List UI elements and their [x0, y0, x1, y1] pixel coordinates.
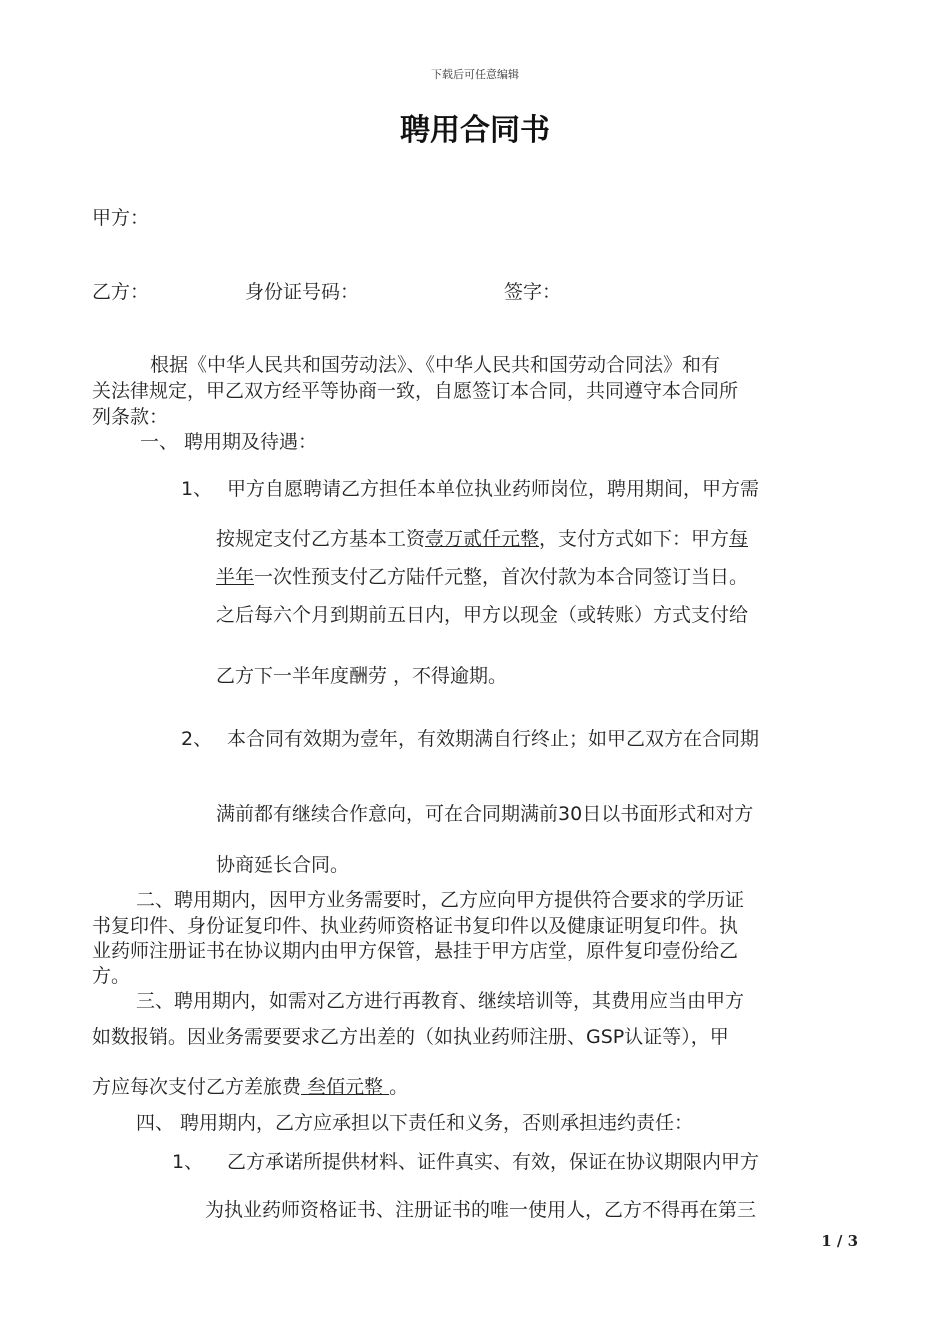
item-1-line-1: 甲方自愿聘请乙方担任本单位执业药师岗位，聘用期间，甲方需	[227, 478, 760, 500]
item-2-number: 2、	[181, 728, 213, 750]
party-b-label: 乙方：	[92, 281, 150, 303]
salary-amount: 壹万贰仟元整	[425, 528, 540, 550]
section-3-line-3: 方应每次支付乙方差旅费 叁佰元整 。	[92, 1076, 409, 1098]
section-4-item-1-line-2: 为执业药师资格证书、注册证书的唯一使用人，乙方不得再在第三	[205, 1199, 757, 1221]
intro-line-3: 列条款：	[92, 406, 169, 428]
section-2-line-2: 书复印件、身份证复印件、执业药师资格证书复印件以及健康证明复印件。执	[92, 915, 739, 937]
item-2-line-3: 协商延长合同。	[216, 854, 350, 876]
section-3-line-1: 三、聘用期内，如需对乙方进行再教育、继续培训等，其费用应当由甲方	[136, 990, 745, 1012]
section-1-heading: 一、 聘用期及待遇：	[140, 431, 318, 453]
intro-line-2: 关法律规定，甲乙双方经平等协商一致，自愿签订本合同，共同遵守本合同所	[92, 380, 739, 402]
item-1-number: 1、	[181, 478, 213, 500]
section-2-line-4: 方。	[92, 965, 131, 987]
item-2-line-2: 满前都有继续合作意向，可在合同期满前30日以书面形式和对方	[216, 803, 754, 825]
item-1-line-3: 半年一次性预支付乙方陆仟元整，首次付款为本合同签订当日。	[216, 566, 749, 588]
item-1-line-4: 之后每六个月到期前五日内，甲方以现金（或转账）方式支付给	[216, 604, 749, 626]
intro-line-1: 根据《中华人民共和国劳动法》、《中华人民共和国劳动合同法》和有	[150, 354, 721, 376]
header-note: 下载后可任意编辑	[431, 68, 519, 81]
section-2-line-1: 二、聘用期内，因甲方业务需要时，乙方应向甲方提供符合要求的学历证	[136, 889, 745, 911]
travel-allowance: 叁佰元整	[301, 1076, 390, 1098]
item-1-line-5: 乙方下一半年度酬劳 ，不得逾期。	[216, 665, 508, 687]
section-3-line-2: 如数报销。因业务需要要求乙方出差的（如执业药师注册、GSP认证等），甲	[92, 1026, 729, 1048]
section-2-line-3: 业药师注册证书在协议期内由甲方保管，悬挂于甲方店堂，原件复印壹份给乙	[92, 940, 739, 962]
item-1-line-2: 按规定支付乙方基本工资壹万贰仟元整，支付方式如下：甲方每	[216, 528, 749, 550]
section-4-item-1-number: 1、	[172, 1151, 204, 1173]
section-4-item-1-line-1: 乙方承诺所提供材料、证件真实、有效，保证在协议期限内甲方	[227, 1151, 760, 1173]
signature-label: 签字：	[504, 281, 562, 303]
page-number: 1 / 3	[821, 1232, 858, 1250]
document-title: 聘用合同书	[400, 113, 550, 148]
party-a-label: 甲方：	[92, 207, 150, 229]
item-2-line-1: 本合同有效期为壹年，有效期满自行终止；如甲乙双方在合同期	[227, 728, 760, 750]
id-number-label: 身份证号码：	[245, 281, 360, 303]
section-4-heading: 四、 聘用期内，乙方应承担以下责任和义务，否则承担违约责任：	[136, 1112, 694, 1134]
payment-period: 半年	[216, 566, 255, 588]
